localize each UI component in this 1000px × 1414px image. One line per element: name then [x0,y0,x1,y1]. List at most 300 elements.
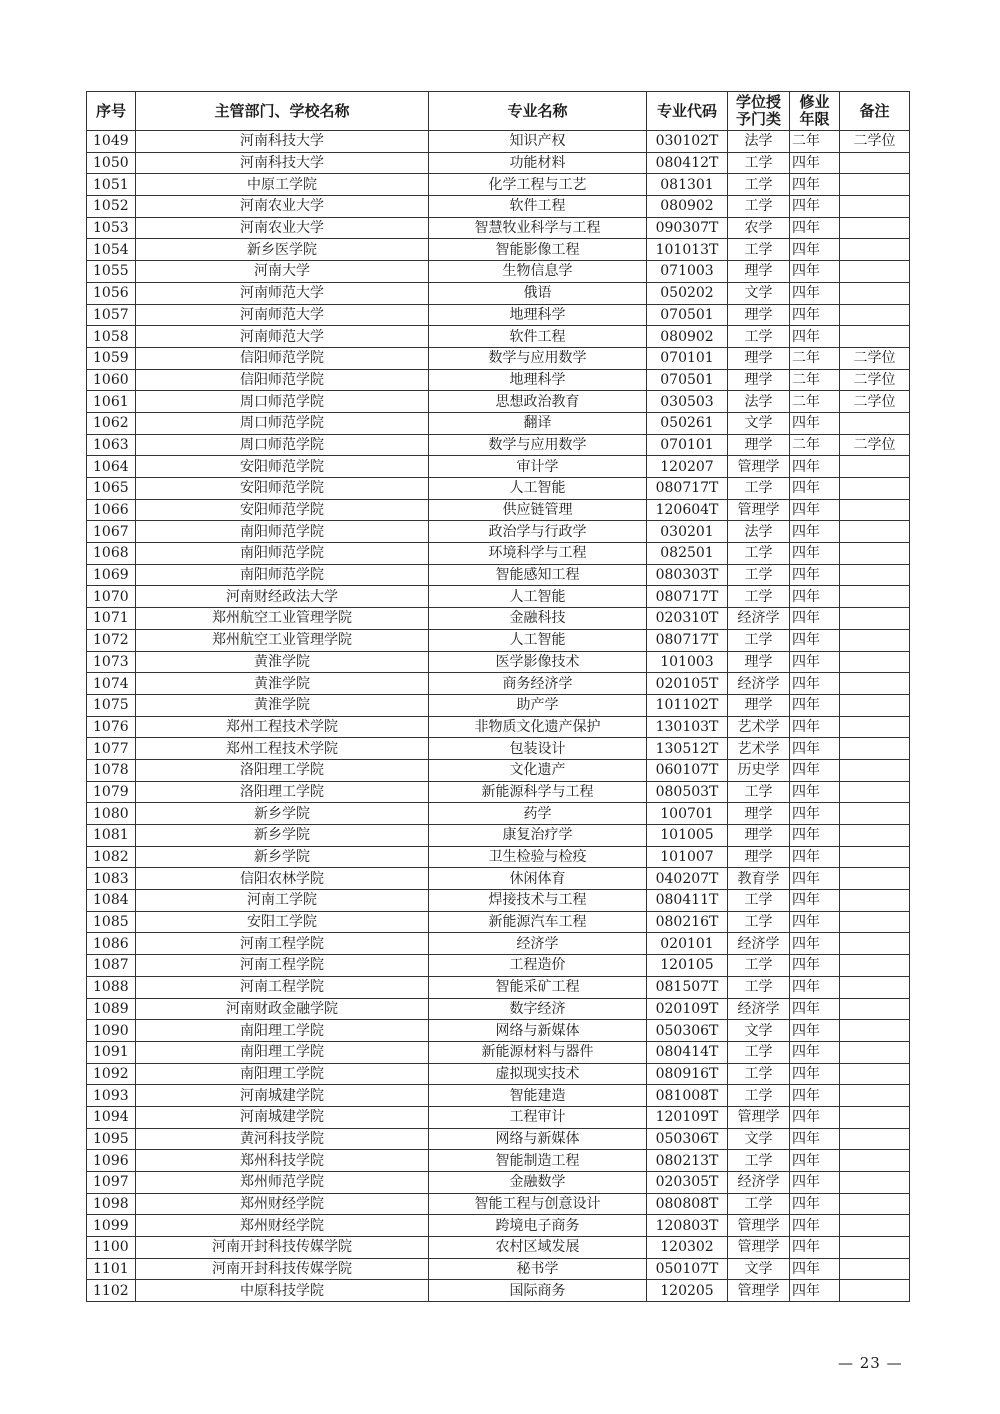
cell-years: 四年 [790,1258,840,1280]
table-row [87,651,910,673]
table-row [87,521,910,543]
cell-major: 思想政治教育 [429,391,647,413]
cell-years: 四年 [790,1193,840,1215]
header-years-line1: 修业 [799,93,830,111]
cell-years: 四年 [790,651,840,673]
cell-index: 1069 [87,564,136,586]
cell-index: 1094 [87,1106,136,1128]
cell-note [840,1193,910,1215]
cell-code: 080216T [647,911,728,933]
cell-major: 网络与新媒体 [429,1020,647,1042]
cell-school: 河南开封科技传媒学院 [136,1237,429,1259]
cell-school: 黄河科技学院 [136,1128,429,1150]
cell-degree: 理学 [728,434,790,456]
cell-school: 周口师范学院 [136,391,429,413]
cell-note [840,1258,910,1280]
cell-school: 黄淮学院 [136,651,429,673]
cell-school: 河南科技大学 [136,152,429,174]
cell-note [840,955,910,977]
cell-code: 080717T [647,478,728,500]
cell-note [840,651,910,673]
cell-index: 1102 [87,1280,136,1302]
cell-major: 数学与应用数学 [429,347,647,369]
cell-years: 四年 [790,261,840,283]
cell-major: 休闲体育 [429,868,647,890]
cell-note [840,152,910,174]
cell-years: 四年 [790,1150,840,1172]
cell-major: 金融科技 [429,608,647,630]
cell-major: 供应链管理 [429,499,647,521]
cell-note [840,890,910,912]
table-row [87,890,910,912]
cell-degree: 管理学 [728,1106,790,1128]
cell-code: 080902 [647,326,728,348]
cell-index: 1071 [87,608,136,630]
cell-years: 二年 [790,347,840,369]
cell-school: 南阳理工学院 [136,1020,429,1042]
cell-years: 二年 [790,131,840,153]
cell-code: 120302 [647,1237,728,1259]
table-row [87,955,910,977]
cell-years: 四年 [790,1085,840,1107]
cell-index: 1054 [87,239,136,261]
cell-code: 081008T [647,1085,728,1107]
cell-index: 1082 [87,846,136,868]
cell-school: 河南师范大学 [136,326,429,348]
cell-school: 南阳师范学院 [136,521,429,543]
cell-note [840,1106,910,1128]
header-degree-line2: 予门类 [735,110,781,128]
cell-note [840,196,910,218]
cell-degree: 管理学 [728,456,790,478]
cell-years: 四年 [790,998,840,1020]
cell-index: 1073 [87,651,136,673]
cell-index: 1051 [87,174,136,196]
cell-degree: 经济学 [728,673,790,695]
cell-degree: 经济学 [728,608,790,630]
cell-code: 120803T [647,1215,728,1237]
cell-code: 060107T [647,759,728,781]
table-row [87,846,910,868]
table-row [87,1085,910,1107]
cell-school: 安阳师范学院 [136,478,429,500]
cell-index: 1077 [87,738,136,760]
cell-years: 四年 [790,911,840,933]
cell-major: 助产学 [429,694,647,716]
cell-years: 四年 [790,239,840,261]
cell-major: 非物质文化遗产保护 [429,716,647,738]
cell-index: 1089 [87,998,136,1020]
cell-note [840,543,910,565]
cell-years: 四年 [790,976,840,998]
cell-index: 1090 [87,1020,136,1042]
cell-note [840,1041,910,1063]
cell-school: 河南工程学院 [136,976,429,998]
table-row [87,326,910,348]
cell-note [840,716,910,738]
cell-years: 四年 [790,825,840,847]
cell-degree: 理学 [728,803,790,825]
cell-years: 四年 [790,1237,840,1259]
cell-school: 洛阳理工学院 [136,759,429,781]
cell-code: 082501 [647,543,728,565]
cell-major: 康复治疗学 [429,825,647,847]
cell-index: 1076 [87,716,136,738]
table-row [87,608,910,630]
cell-school: 郑州航空工业管理学院 [136,629,429,651]
cell-code: 050306T [647,1020,728,1042]
cell-degree: 管理学 [728,499,790,521]
cell-note: 二学位 [840,391,910,413]
cell-index: 1081 [87,825,136,847]
cell-school: 河南开封科技传媒学院 [136,1258,429,1280]
cell-index: 1097 [87,1172,136,1194]
header-degree [728,92,790,131]
cell-degree: 工学 [728,239,790,261]
cell-code: 101003 [647,651,728,673]
cell-code: 130103T [647,716,728,738]
cell-degree: 理学 [728,369,790,391]
cell-code: 020310T [647,608,728,630]
cell-index: 1083 [87,868,136,890]
table-row [87,174,910,196]
cell-note [840,803,910,825]
cell-years: 四年 [790,543,840,565]
table-row [87,1280,910,1302]
cell-major: 工程造价 [429,955,647,977]
cell-degree: 管理学 [728,1215,790,1237]
cell-years: 四年 [790,1041,840,1063]
header-major: 专业名称 [429,92,647,131]
cell-index: 1070 [87,586,136,608]
cell-school: 周口师范学院 [136,412,429,434]
cell-major: 文化遗产 [429,759,647,781]
cell-index: 1057 [87,304,136,326]
cell-index: 1079 [87,781,136,803]
cell-code: 120604T [647,499,728,521]
cell-major: 政治学与行政学 [429,521,647,543]
cell-code: 070101 [647,434,728,456]
cell-school: 郑州财经学院 [136,1193,429,1215]
cell-degree: 工学 [728,781,790,803]
cell-years: 四年 [790,759,840,781]
cell-degree: 经济学 [728,933,790,955]
table-row [87,391,910,413]
majors-table [86,91,910,1302]
cell-degree: 工学 [728,1150,790,1172]
table-row [87,694,910,716]
cell-index: 1086 [87,933,136,955]
cell-degree: 工学 [728,629,790,651]
cell-index: 1096 [87,1150,136,1172]
cell-years: 四年 [790,716,840,738]
table-row [87,347,910,369]
table-row [87,369,910,391]
cell-school: 周口师范学院 [136,434,429,456]
cell-index: 1091 [87,1041,136,1063]
table-row [87,629,910,651]
cell-index: 1055 [87,261,136,283]
cell-school: 河南工学院 [136,890,429,912]
cell-index: 1092 [87,1063,136,1085]
cell-code: 070501 [647,304,728,326]
cell-degree: 理学 [728,651,790,673]
cell-index: 1084 [87,890,136,912]
cell-major: 智能采矿工程 [429,976,647,998]
cell-index: 1062 [87,412,136,434]
cell-code: 030503 [647,391,728,413]
cell-years: 四年 [790,890,840,912]
cell-note [840,759,910,781]
cell-note [840,1085,910,1107]
cell-major: 焊接技术与工程 [429,890,647,912]
cell-major: 秘书学 [429,1258,647,1280]
cell-index: 1060 [87,369,136,391]
cell-index: 1095 [87,1128,136,1150]
cell-code: 080916T [647,1063,728,1085]
cell-years: 四年 [790,1280,840,1302]
cell-degree: 理学 [728,261,790,283]
cell-major: 智能感知工程 [429,564,647,586]
cell-major: 新能源科学与工程 [429,781,647,803]
cell-years: 四年 [790,1172,840,1194]
cell-note [840,1280,910,1302]
cell-degree: 历史学 [728,759,790,781]
cell-school: 河南农业大学 [136,196,429,218]
cell-years: 四年 [790,521,840,543]
table-row [87,1237,910,1259]
cell-note [840,478,910,500]
cell-note [840,1063,910,1085]
cell-code: 040207T [647,868,728,890]
table-row [87,781,910,803]
table-row [87,1215,910,1237]
cell-index: 1101 [87,1258,136,1280]
table-row [87,933,910,955]
cell-years: 四年 [790,933,840,955]
cell-note [840,1237,910,1259]
cell-code: 080902 [647,196,728,218]
cell-school: 河南大学 [136,261,429,283]
cell-note [840,174,910,196]
cell-code: 090307T [647,217,728,239]
cell-school: 河南师范大学 [136,304,429,326]
cell-note [840,976,910,998]
cell-school: 河南城建学院 [136,1085,429,1107]
cell-years: 四年 [790,1063,840,1085]
cell-code: 101013T [647,239,728,261]
cell-major: 新能源汽车工程 [429,911,647,933]
cell-note [840,282,910,304]
cell-note [840,326,910,348]
cell-degree: 工学 [728,976,790,998]
table-row [87,1172,910,1194]
cell-degree: 艺术学 [728,738,790,760]
cell-major: 医学影像技术 [429,651,647,673]
cell-note [840,1150,910,1172]
table-row [87,1150,910,1172]
table-row [87,543,910,565]
cell-index: 1099 [87,1215,136,1237]
cell-years: 四年 [790,326,840,348]
cell-years: 四年 [790,478,840,500]
cell-major: 智慧牧业科学与工程 [429,217,647,239]
cell-years: 二年 [790,434,840,456]
header-note: 备注 [840,92,910,131]
cell-note [840,868,910,890]
table-row [87,564,910,586]
cell-index: 1072 [87,629,136,651]
cell-note [840,564,910,586]
cell-degree: 工学 [728,1085,790,1107]
cell-index: 1065 [87,478,136,500]
cell-years: 四年 [790,456,840,478]
table-row [87,976,910,998]
cell-degree: 工学 [728,911,790,933]
table-row [87,1063,910,1085]
cell-school: 安阳工学院 [136,911,429,933]
table-row [87,673,910,695]
cell-index: 1068 [87,543,136,565]
cell-major: 新能源材料与器件 [429,1041,647,1063]
table-row [87,152,910,174]
cell-code: 120207 [647,456,728,478]
cell-school: 河南科技大学 [136,131,429,153]
cell-degree: 工学 [728,543,790,565]
cell-index: 1050 [87,152,136,174]
cell-years: 四年 [790,846,840,868]
cell-index: 1049 [87,131,136,153]
cell-years: 四年 [790,629,840,651]
cell-school: 安阳师范学院 [136,499,429,521]
cell-major: 经济学 [429,933,647,955]
table-row [87,217,910,239]
cell-note [840,629,910,651]
cell-index: 1064 [87,456,136,478]
cell-school: 安阳师范学院 [136,456,429,478]
cell-school: 信阳师范学院 [136,347,429,369]
cell-school: 郑州师范学院 [136,1172,429,1194]
table-row [87,911,910,933]
table-row [87,759,910,781]
header-idx: 序号 [87,92,136,131]
table-row [87,1193,910,1215]
table-row [87,1041,910,1063]
cell-note [840,911,910,933]
table-row [87,868,910,890]
table-row [87,131,910,153]
cell-years: 四年 [790,1020,840,1042]
cell-years: 四年 [790,1106,840,1128]
cell-years: 四年 [790,304,840,326]
cell-degree: 法学 [728,131,790,153]
cell-degree: 理学 [728,846,790,868]
cell-major: 网络与新媒体 [429,1128,647,1150]
cell-note: 二学位 [840,347,910,369]
cell-code: 020101 [647,933,728,955]
cell-note: 二学位 [840,369,910,391]
cell-degree: 工学 [728,1063,790,1085]
cell-note [840,261,910,283]
cell-degree: 工学 [728,586,790,608]
cell-major: 智能工程与创意设计 [429,1193,647,1215]
cell-degree: 文学 [728,412,790,434]
cell-code: 050202 [647,282,728,304]
cell-degree: 管理学 [728,1237,790,1259]
cell-major: 智能制造工程 [429,1150,647,1172]
cell-degree: 经济学 [728,1172,790,1194]
table-row [87,1258,910,1280]
cell-code: 070501 [647,369,728,391]
cell-years: 四年 [790,738,840,760]
cell-index: 1066 [87,499,136,521]
cell-code: 070101 [647,347,728,369]
cell-degree: 艺术学 [728,716,790,738]
table-row [87,196,910,218]
cell-code: 101007 [647,846,728,868]
table-row [87,282,910,304]
cell-school: 河南工程学院 [136,933,429,955]
cell-degree: 农学 [728,217,790,239]
table-row [87,239,910,261]
cell-major: 智能影像工程 [429,239,647,261]
cell-years: 四年 [790,673,840,695]
table-row [87,456,910,478]
cell-code: 101102T [647,694,728,716]
cell-major: 软件工程 [429,326,647,348]
cell-index: 1058 [87,326,136,348]
cell-years: 四年 [790,564,840,586]
cell-note [840,521,910,543]
cell-years: 四年 [790,499,840,521]
cell-note [840,781,910,803]
cell-school: 洛阳理工学院 [136,781,429,803]
cell-note: 二学位 [840,131,910,153]
cell-school: 河南工程学院 [136,955,429,977]
cell-degree: 工学 [728,1041,790,1063]
cell-school: 河南财经政法大学 [136,586,429,608]
cell-major: 功能材料 [429,152,647,174]
cell-major: 智能建造 [429,1085,647,1107]
cell-major: 工程审计 [429,1106,647,1128]
cell-code: 081301 [647,174,728,196]
table-row [87,412,910,434]
cell-code: 080414T [647,1041,728,1063]
cell-code: 080213T [647,1150,728,1172]
cell-school: 新乡学院 [136,846,429,868]
cell-years: 四年 [790,694,840,716]
cell-school: 河南师范大学 [136,282,429,304]
table-row [87,1106,910,1128]
cell-code: 130512T [647,738,728,760]
cell-code: 050306T [647,1128,728,1150]
cell-index: 1080 [87,803,136,825]
cell-degree: 工学 [728,174,790,196]
cell-years: 四年 [790,282,840,304]
table-row [87,586,910,608]
cell-index: 1052 [87,196,136,218]
cell-major: 商务经济学 [429,673,647,695]
cell-note [840,304,910,326]
cell-school: 郑州工程技术学院 [136,738,429,760]
cell-code: 120205 [647,1280,728,1302]
cell-major: 数学与应用数学 [429,434,647,456]
header-years-line2: 年限 [799,110,830,128]
cell-school: 河南农业大学 [136,217,429,239]
cell-years: 二年 [790,391,840,413]
cell-major: 跨境电子商务 [429,1215,647,1237]
cell-major: 卫生检验与检疫 [429,846,647,868]
